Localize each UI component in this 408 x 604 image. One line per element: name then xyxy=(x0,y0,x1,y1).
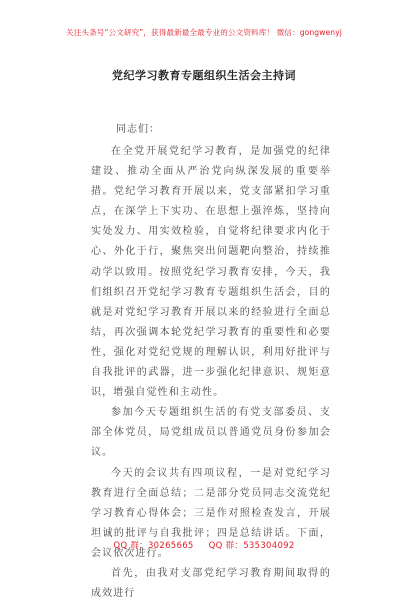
footer-contact xyxy=(0,539,408,551)
body-paragraph: 今天的会议共有四项议程，一是对党纪学习教育进行全面总结；二是部分党员同志交流党纪学习教育心得体会；三是作对照检查发言，开展坦诚的批评与自我批评；四是总结讲话。下面，会议依次进行。 xyxy=(91,467,331,559)
body-paragraph: 参加今天专题组织生活的有党支部委员、支部全体党员，局党组成员以普通党员身份参加会议。 xyxy=(91,407,331,459)
header-banner: 关注头条号“公文研究”，获得最新最全最专业的公文资料库！ 微信：gongwenyj xyxy=(66,28,342,37)
qq-group-1: QQ 群：30265665 xyxy=(113,541,194,551)
document-title: 党纪学习教育专题组织生活会主持词 xyxy=(112,69,296,82)
document-body xyxy=(91,142,331,604)
qq-group-2: QQ 群：535304092 xyxy=(208,541,295,551)
body-paragraph: 首先，由我对支部党纪学习教育期间取得的成效进行 xyxy=(91,567,331,600)
greeting: 同志们： xyxy=(116,124,160,135)
body-paragraph: 在全党开展党纪学习教育，是加强党的纪律建设、推动全面从严治党向纵深发展的重要举措。党纪学习教育开展以来，党支部紧扣学习重点，在深学上下实功、在思想上强淬炼，坚持向实处发力、用实效检验，自觉将纪律要求内化于心、外化于行，聚焦突出问题靶向整治，持续推动学以致用。按照党纪学习教育安排，今天，我们组织召开党纪学习教育专题组织生活会，目的就是对党纪学习教育开展以来的经验进行全面总结，再次强调本轮党纪学习教育的重要性和必要性，强化对党纪党规的理解认识，利用好批评与自我批评的武器，进一步强化纪律意识、规矩意识，增强自觉性和主动性。 xyxy=(91,146,331,399)
